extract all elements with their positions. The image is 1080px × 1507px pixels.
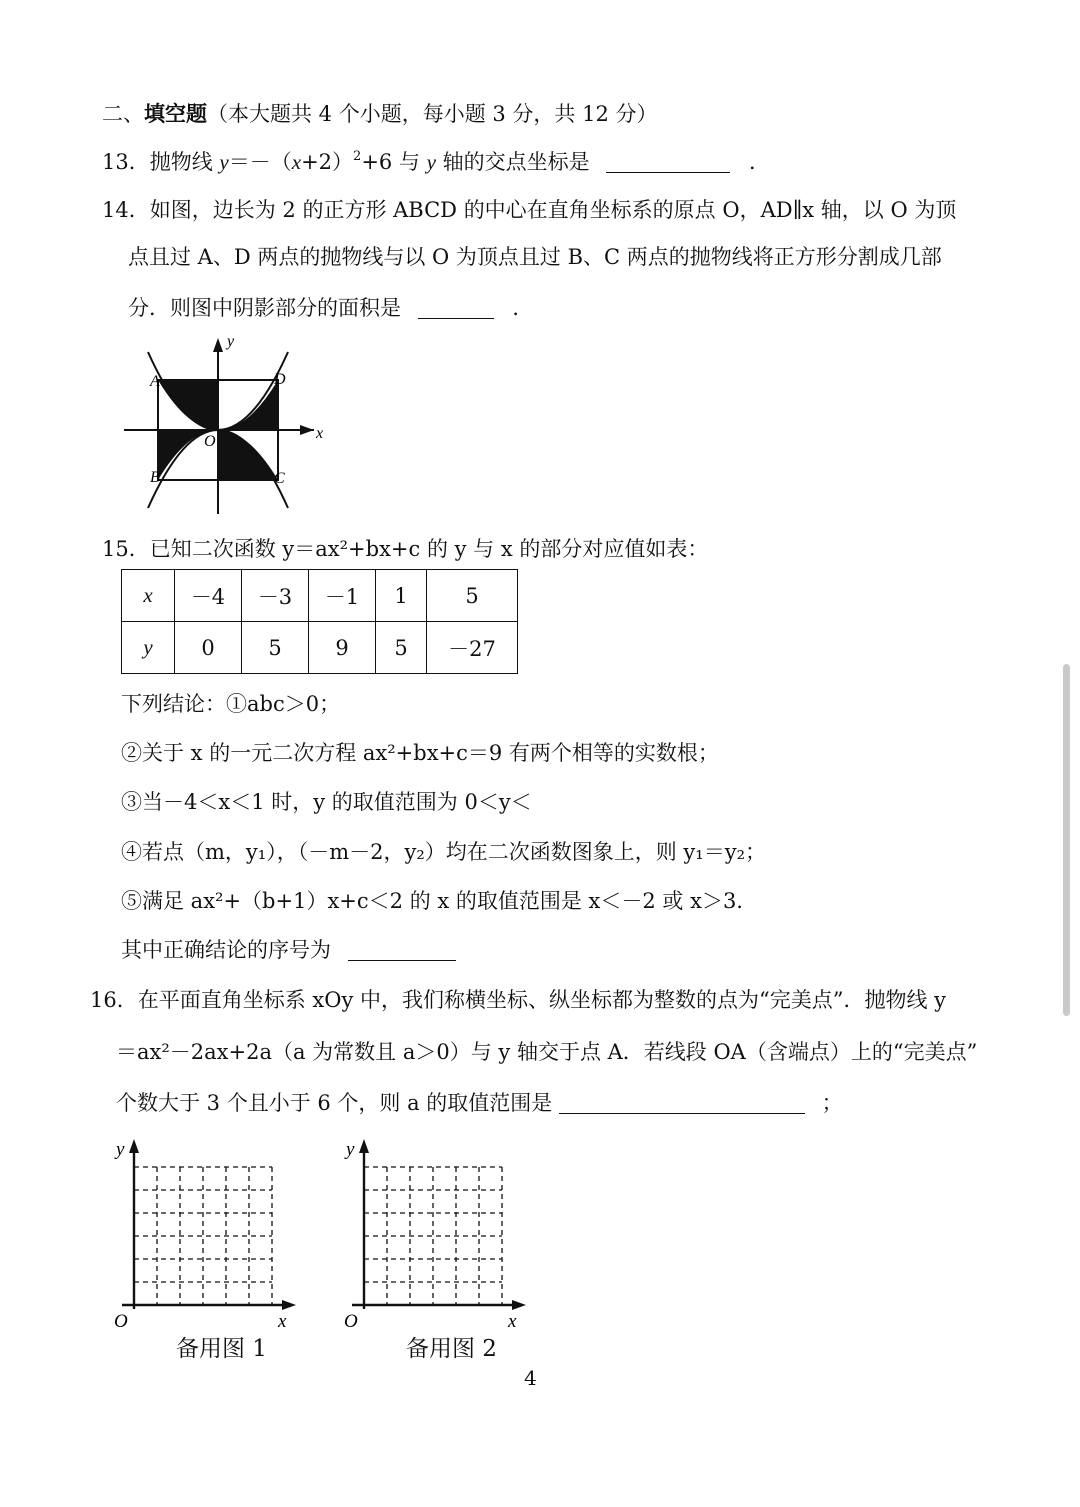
q15-value-table — [121, 569, 518, 674]
axis-label-y: y — [346, 1139, 355, 1160]
question-14-line-3 — [128, 294, 533, 322]
x-axis-arrow-icon — [300, 425, 314, 435]
table-cell: 0 — [175, 622, 242, 674]
table-header-y: y — [122, 622, 175, 674]
question-13 — [102, 148, 770, 176]
label-c: C — [274, 470, 285, 487]
x-axis-arrow-icon — [512, 1300, 526, 1310]
q16-text: 在平面直角坐标系 xOy 中，我们称横坐标、纵坐标都为整数的点为“完美点”．抛物线 y — [137, 988, 947, 1012]
label-b: B — [150, 469, 160, 486]
axis-label-x: x — [508, 1311, 517, 1332]
label-o: O — [204, 433, 216, 450]
x-axis-arrow-icon — [282, 1300, 296, 1310]
dashed-grid — [364, 1167, 502, 1305]
question-16-line-2: ＝ax²－2ax+2a（a 为常数且 a＞0）与 y 轴交于点 A．若线段 OA（含端点）上的“完美点” — [116, 1040, 978, 1064]
q13-exponent: 2 — [353, 149, 362, 164]
question-16-line-1 — [90, 986, 946, 1014]
q15-ask — [121, 936, 456, 964]
section-title: 填空题 — [144, 101, 207, 126]
table-row-y — [122, 622, 518, 674]
table-cell: －3 — [242, 570, 309, 622]
q15-ask-text: 其中正确结论的序号为 — [121, 938, 331, 962]
q13-var-y: y — [219, 150, 229, 174]
q13-text: 抛物线 — [149, 150, 220, 174]
question-14-line-2 — [128, 243, 942, 271]
q13-text: ＝－（ — [228, 150, 292, 174]
q15-conclusion-3: ③当－4＜x＜1 时，y 的取值范围为 0＜y＜ — [121, 790, 532, 814]
q15-number: 15． — [102, 537, 150, 561]
q13-number: 13． — [102, 150, 150, 174]
section-note: （本大题共 4 个小题，每小题 3 分，共 12 分） — [207, 102, 658, 126]
table-header-x: x — [122, 570, 175, 622]
q13-text: +2） — [301, 150, 354, 174]
section-heading — [102, 100, 658, 128]
q13-var-x: x — [291, 150, 302, 174]
y-axis-arrow-icon — [359, 1139, 369, 1153]
q13-text: 轴的交点坐标是 — [435, 150, 590, 174]
table-cell: －1 — [309, 570, 376, 622]
q15-intro-text: 已知二次函数 y＝ax²+bx+c 的 y 与 x 的部分对应值如表： — [149, 537, 709, 561]
axis-label-y: y — [116, 1139, 125, 1160]
q14-parabola-square-figure — [118, 330, 330, 516]
q15-conclusion-4: ④若点（m，y₁），（－m－2，y₂）均在二次函数图象上，则 y₁＝y₂； — [121, 840, 766, 864]
q13-text: +6 与 — [361, 150, 427, 174]
backup-grid-figure-2 — [338, 1133, 534, 1333]
scrollbar-thumb[interactable] — [1063, 664, 1070, 1016]
question-14-line-1 — [102, 196, 956, 224]
question-15-intro — [102, 535, 708, 563]
axis-label-o: O — [114, 1311, 128, 1332]
q15-conclusion-intro: 下列结论：①abc＞0； — [121, 692, 341, 716]
dashed-grid — [134, 1167, 272, 1305]
y-axis-arrow-icon — [213, 338, 223, 352]
y-axis-arrow-icon — [129, 1139, 139, 1153]
table-cell: －27 — [427, 622, 518, 674]
table-cell: 5 — [376, 622, 427, 674]
table-cell: 5 — [242, 622, 309, 674]
q15-answer-blank[interactable] — [348, 940, 456, 961]
q16-number: 16． — [90, 988, 138, 1012]
axis-label-x: x — [278, 1311, 287, 1332]
q15-conclusion-2: ②关于 x 的一元二次方程 ax²+bx+c＝9 有两个相等的实数根； — [121, 741, 719, 765]
q14-number: 14． — [102, 198, 150, 222]
label-a: A — [150, 373, 160, 390]
q13-var-y: y — [426, 150, 436, 174]
q16-text: 个数大于 3 个且小于 6 个，则 a 的取值范围是 — [116, 1091, 553, 1115]
q16-end-mark: ； — [821, 1091, 843, 1115]
table-row-x — [122, 570, 518, 622]
q14-answer-blank[interactable] — [418, 298, 494, 319]
q13-end-mark: ． — [749, 150, 771, 174]
q14-end-mark: ． — [512, 296, 534, 320]
q16-answer-blank[interactable] — [559, 1093, 805, 1114]
backup-grid-figure-1 — [108, 1133, 304, 1333]
page-number: 4 — [524, 1366, 537, 1390]
label-y: y — [227, 333, 235, 350]
table-cell: 9 — [309, 622, 376, 674]
table-cell: －4 — [175, 570, 242, 622]
table-cell: 1 — [376, 570, 427, 622]
section-prefix: 二、 — [102, 102, 144, 126]
q13-answer-blank[interactable] — [606, 152, 730, 173]
axis-label-o: O — [344, 1311, 358, 1332]
q14-text: 点且过 A、D 两点的抛物线与以 O 为顶点且过 B、C 两点的抛物线将正方形分割成几部 — [128, 245, 942, 269]
backup-figure-1-caption: 备用图 1 — [176, 1336, 267, 1362]
q14-text: 分．则图中阴影部分的面积是 — [128, 296, 401, 320]
question-16-line-3 — [116, 1089, 843, 1117]
table-cell: 5 — [427, 570, 518, 622]
label-x: x — [316, 425, 324, 442]
backup-figure-2-caption: 备用图 2 — [406, 1336, 497, 1362]
q14-text: 如图，边长为 2 的正方形 ABCD 的中心在直角坐标系的原点 O，AD∥x 轴，以 O 为顶 — [149, 198, 957, 222]
q15-conclusion-5: ⑤满足 ax²+（b+1）x+c＜2 的 x 的取值范围是 x＜－2 或 x＞3． — [121, 889, 758, 913]
label-d: D — [274, 371, 286, 388]
